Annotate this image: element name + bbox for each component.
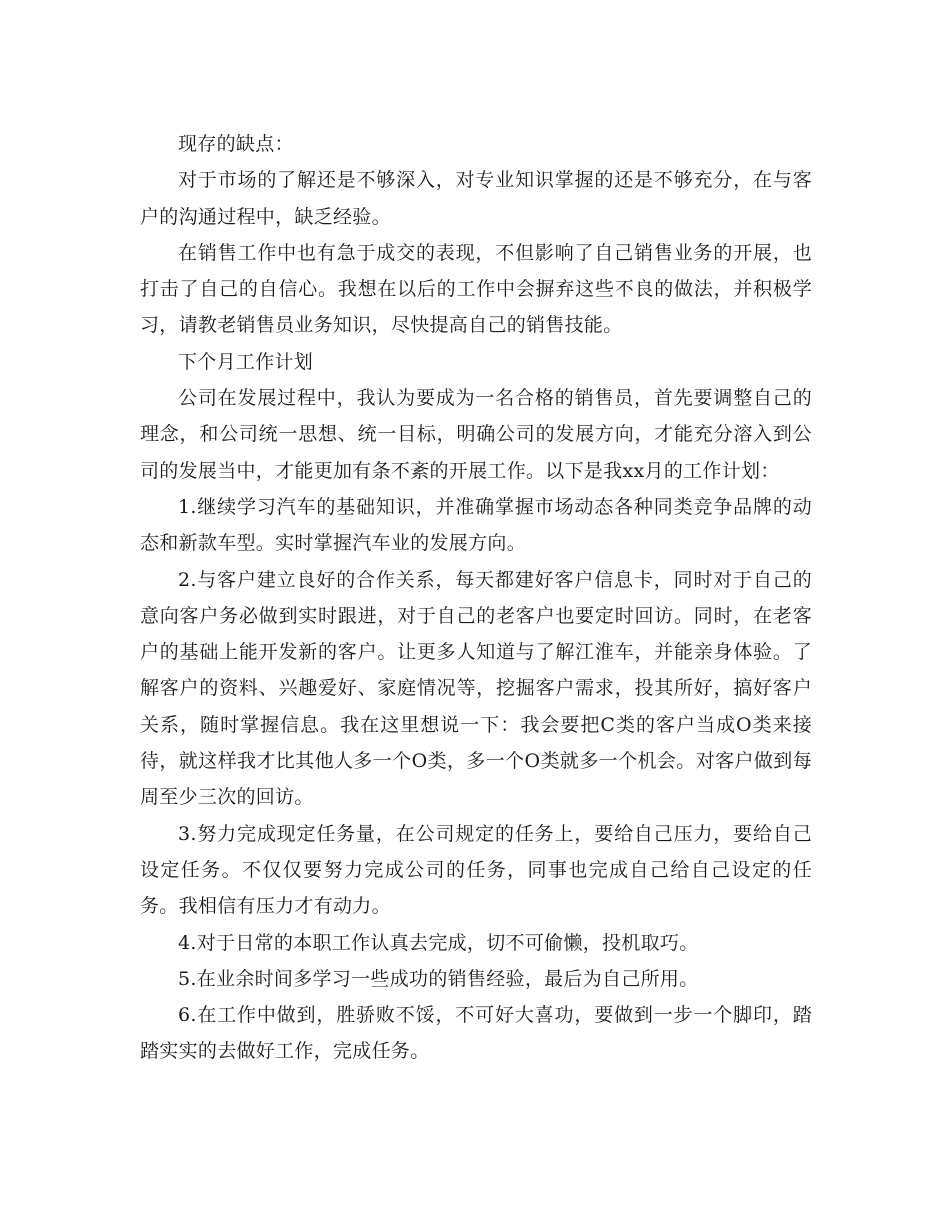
paragraph-plan-item-6: 6.在工作中做到，胜骄败不馁，不可好大喜功，要做到一步一个脚印，踏踏实实的去做好工作，完成任务。 [140, 1004, 812, 1063]
paragraph-company-development: 公司在发展过程中，我认为要成为一名合格的销售员，首先要调整自己的理念，和公司统一思想、统一目标，明确公司的发展方向，才能充分溶入到公司的发展当中，才能更加有条不紊的开展工作。以下是我xx月的工作计划： [140, 387, 812, 482]
paragraph-sales-haste: 在销售工作中也有急于成交的表现，不但影响了自己销售业务的开展，也打击了自己的自信心。我想在以后的工作中会摒弃这些不良的做法，并积极学习，请教老销售员业务知识，尽快提高自己的销售技能。 [140, 241, 812, 337]
paragraph-shortcomings-heading: 现存的缺点： [178, 133, 294, 155]
document-page [140, 126, 812, 1070]
paragraph-plan-item-4: 4.对于日常的本职工作认真去完成，切不可偷懒，投机取巧。 [178, 931, 699, 954]
paragraph-plan-item-2: 2.与客户建立良好的合作关系，每天都建好客户信息卡，同时对于自己的意向客户务必做到实时跟进，对于自己的老客户也要定时回访。同时，在老客户的基础上能开发新的客户。让更多人知道与了解江淮车，并能亲身体验。了解客户的资料、兴趣爱好、家庭情况等，挖掘客户需求，投其所好，搞好客户关系，随时掌握信息。我在这里想说一下：我会要把C类的客户当成O类来接待，就这样我才比其他人多一个O类，多一个O类就多一个机会。对客户做到每周至少三次的回访。 [140, 568, 812, 809]
paragraph-market-knowledge: 对于市场的了解还是不够深入，对专业知识掌握的还是不够充分，在与客户的沟通过程中，缺乏经验。 [140, 169, 812, 228]
paragraph-plan-item-1: 1.继续学习汽车的基础知识，并准确掌握市场动态各种同类竞争品牌的动态和新款车型。实时掌握汽车业的发展方向。 [140, 495, 812, 555]
paragraph-next-month-plan-heading: 下个月工作计划 [178, 350, 314, 373]
paragraph-plan-item-5: 5.在业余时间多学习一些成功的销售经验，最后为自己所用。 [178, 967, 699, 990]
paragraph-plan-item-3: 3.努力完成现定任务量，在公司规定的任务上，要给自己压力，要给自己设定任务。不仅仅要努力完成公司的任务，同事也完成自己给自己设定的任务。我相信有压力才有动力。 [140, 822, 812, 918]
